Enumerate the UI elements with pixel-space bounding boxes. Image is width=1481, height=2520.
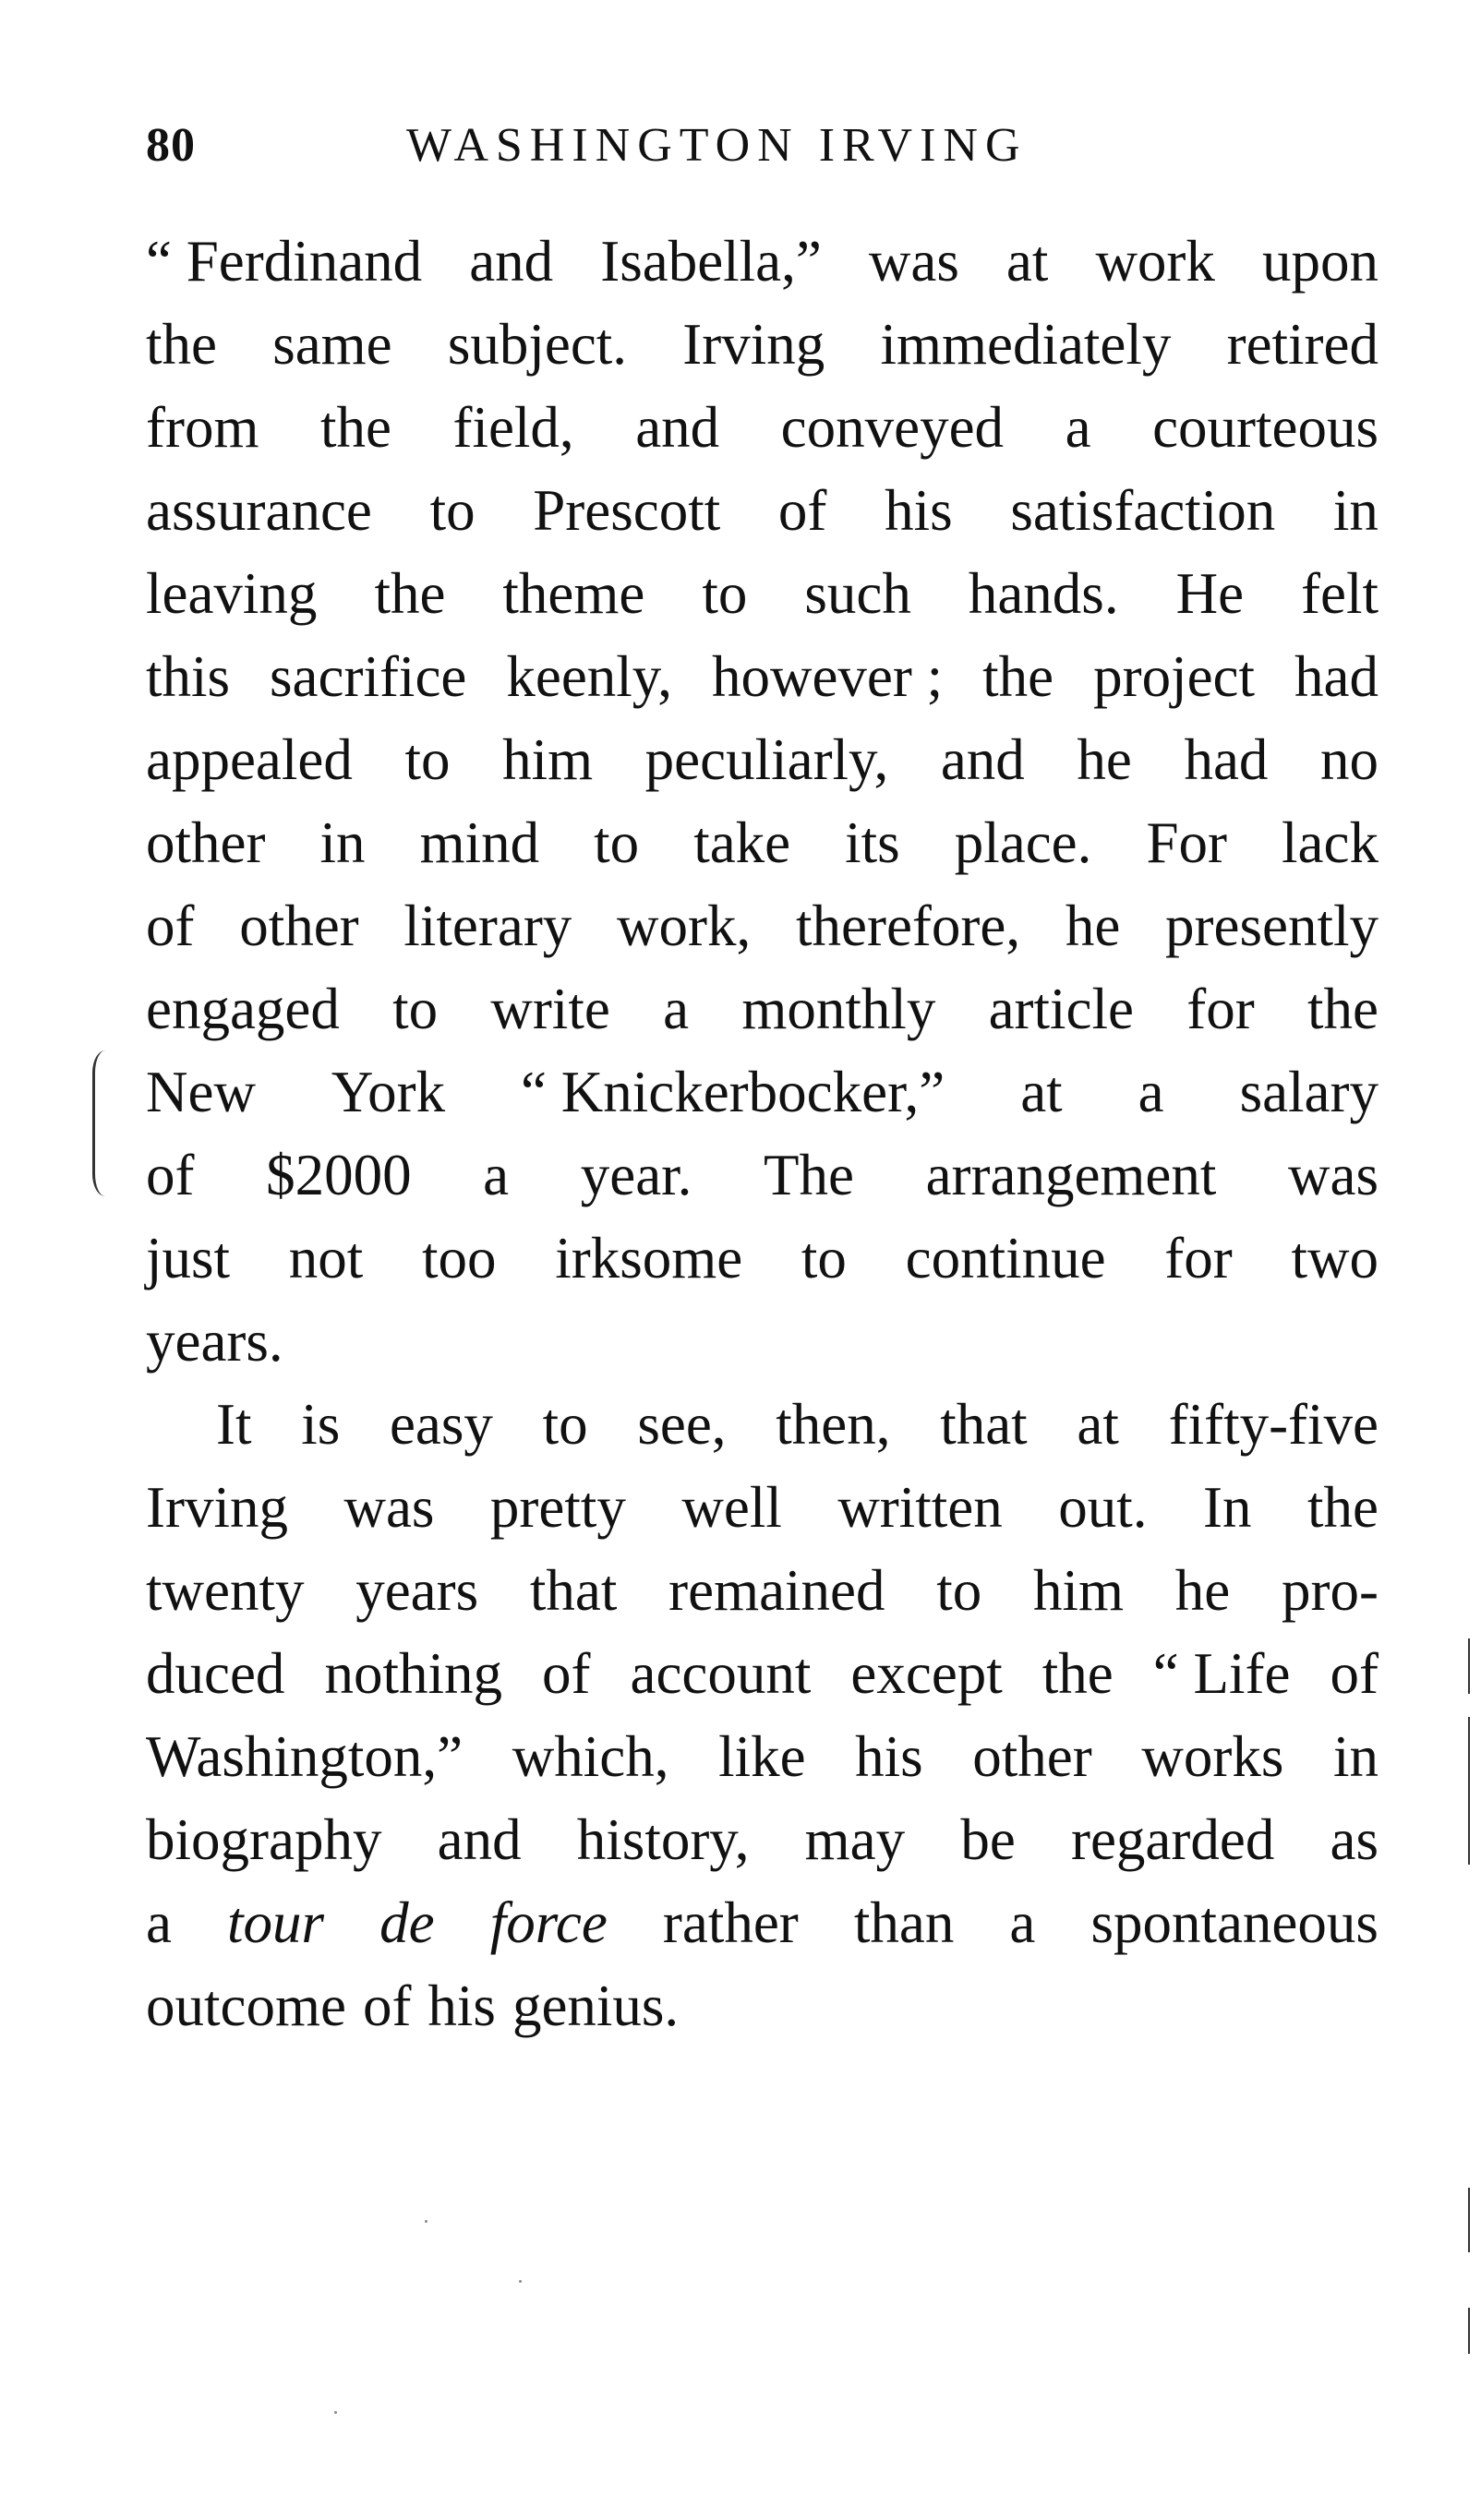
word: this	[146, 644, 231, 709]
word: continue	[905, 1226, 1106, 1290]
text-line	[146, 1050, 1379, 1134]
body-text	[146, 220, 1379, 2047]
word: of	[362, 1974, 412, 2038]
word: the	[1306, 977, 1379, 1041]
word: Irving	[682, 312, 825, 377]
word: which,	[512, 1724, 669, 1789]
word: field,	[452, 395, 574, 460]
word: peculiarly,	[644, 727, 889, 792]
word: to	[801, 1226, 847, 1290]
word: at	[1077, 1392, 1119, 1457]
word: remained	[668, 1558, 885, 1623]
word: he	[1077, 727, 1132, 792]
word: pretty	[489, 1475, 626, 1540]
word: for	[1186, 977, 1255, 1041]
word: may	[804, 1807, 906, 1872]
text-line	[146, 1383, 1379, 1466]
word: its	[845, 810, 900, 875]
word: in	[1332, 1724, 1379, 1789]
word: and	[940, 727, 1025, 792]
word: works	[1141, 1724, 1284, 1789]
word: was	[1287, 1143, 1379, 1207]
word: easy	[389, 1392, 493, 1457]
word: appealed	[146, 727, 353, 792]
word: him	[502, 727, 594, 792]
word: keenly,	[506, 644, 672, 709]
word: It	[216, 1392, 252, 1457]
text-line	[146, 718, 1379, 801]
word: Isabella,”	[600, 229, 822, 294]
margin-bracket-mark	[92, 1050, 110, 1196]
word: article	[988, 977, 1134, 1041]
word: the	[982, 644, 1054, 709]
word: to	[404, 727, 451, 792]
text-line	[146, 1300, 1379, 1383]
paper-speck	[425, 2220, 427, 2223]
word: in	[319, 810, 366, 875]
edge-scan-mark	[1468, 1717, 1470, 1865]
text-line	[146, 552, 1379, 635]
italic-word: tour	[227, 1890, 325, 1955]
running-title: WASHINGTON IRVING	[406, 119, 1028, 172]
text-line	[146, 1964, 1379, 2047]
word: that	[529, 1558, 618, 1623]
word: of	[541, 1641, 591, 1706]
word: was	[868, 229, 959, 294]
word: that	[940, 1392, 1028, 1457]
word: sacrifice	[270, 644, 467, 709]
word: such	[804, 561, 911, 626]
word: a	[483, 1143, 510, 1207]
paper-speck	[519, 2280, 522, 2283]
word: $2000	[266, 1143, 412, 1207]
word: hands.	[968, 561, 1119, 626]
word: then,	[776, 1392, 891, 1457]
edge-scan-mark	[1468, 2308, 1470, 2354]
word: the	[374, 561, 446, 626]
word: year.	[580, 1143, 692, 1207]
word: satisfaction	[1010, 478, 1276, 543]
italic-word: de	[379, 1890, 435, 1955]
word: too	[421, 1226, 497, 1290]
word: courteous	[1152, 395, 1379, 460]
word: pro-	[1282, 1558, 1379, 1623]
word: theme	[502, 561, 645, 626]
word: no	[1320, 727, 1379, 792]
word: to	[936, 1558, 982, 1623]
word: The	[764, 1143, 854, 1207]
text-line	[146, 1466, 1379, 1549]
word: place.	[954, 810, 1092, 875]
word: “ Life	[1152, 1641, 1291, 1706]
word: presently	[1165, 894, 1379, 958]
word: out.	[1058, 1475, 1148, 1540]
word: engaged	[146, 977, 340, 1041]
word: lack	[1282, 810, 1379, 875]
word: is	[301, 1392, 341, 1457]
word: his	[885, 478, 953, 543]
word: for	[1164, 1226, 1233, 1290]
word: at	[1020, 1060, 1063, 1124]
text-line	[146, 635, 1379, 718]
word: except	[850, 1641, 1003, 1706]
word: however ;	[711, 644, 944, 709]
word: as	[1330, 1807, 1379, 1872]
word: work	[1095, 229, 1215, 294]
text-line	[146, 469, 1379, 552]
paper-speck	[334, 2411, 337, 2414]
word: a	[1138, 1060, 1164, 1124]
word: he	[1065, 894, 1121, 958]
text-line	[146, 1632, 1379, 1715]
italic-word: force	[489, 1890, 608, 1955]
word: outcome	[146, 1974, 346, 2038]
text-line	[146, 967, 1379, 1050]
word: take	[693, 810, 791, 875]
word: and	[437, 1807, 522, 1872]
word: had	[1184, 727, 1269, 792]
text-line	[146, 1798, 1379, 1881]
word: his	[855, 1724, 923, 1789]
word: to	[702, 561, 748, 626]
word: irksome	[555, 1226, 743, 1290]
word: than	[853, 1890, 955, 1955]
word: York	[331, 1060, 446, 1124]
word: salary	[1239, 1060, 1379, 1124]
word: same	[272, 312, 392, 377]
word: assurance	[146, 478, 372, 543]
running-head	[146, 118, 1379, 183]
word: project	[1093, 644, 1256, 709]
word: to	[594, 810, 640, 875]
word: to	[392, 977, 439, 1041]
word: at	[1005, 229, 1049, 294]
word: the	[1306, 1475, 1379, 1540]
word: twenty	[146, 1558, 305, 1623]
word: fifty-five	[1168, 1392, 1379, 1457]
word: He	[1175, 561, 1245, 626]
word: duced	[146, 1641, 285, 1706]
word: like	[718, 1724, 806, 1789]
word: a	[663, 977, 690, 1041]
word: Prescott	[533, 478, 721, 543]
word: be	[960, 1807, 1016, 1872]
word: other	[239, 894, 359, 958]
text-line	[146, 1217, 1379, 1300]
word: the	[146, 312, 217, 377]
text-line	[146, 386, 1379, 469]
word: a	[1009, 1890, 1036, 1955]
word: nothing	[324, 1641, 502, 1706]
word: of	[1330, 1641, 1379, 1706]
word: “ Ferdinand	[146, 229, 423, 294]
edge-scan-mark	[1468, 2188, 1470, 2252]
word: just	[146, 1226, 231, 1290]
word: biography	[146, 1807, 382, 1872]
word: rather	[662, 1890, 799, 1955]
word: written	[837, 1475, 1003, 1540]
text-line	[146, 1881, 1379, 1964]
word: had	[1294, 644, 1379, 709]
word: not	[288, 1226, 364, 1290]
word: therefore,	[796, 894, 1021, 958]
word: and	[469, 229, 554, 294]
word: work,	[617, 894, 752, 958]
word: felt	[1301, 561, 1379, 626]
word: in	[1332, 478, 1379, 543]
word: from	[146, 395, 259, 460]
word: two	[1291, 1226, 1379, 1290]
word: he	[1174, 1558, 1231, 1623]
word: leaving	[146, 561, 318, 626]
word: retired	[1226, 312, 1379, 377]
text-line	[146, 1134, 1379, 1217]
text-line	[146, 303, 1379, 386]
word: a	[146, 1890, 172, 1955]
word: other	[146, 810, 266, 875]
word: to	[542, 1392, 588, 1457]
page-number: 80	[146, 119, 196, 172]
word: account	[630, 1641, 812, 1706]
text-line	[146, 801, 1379, 884]
word: immediately	[880, 312, 1172, 377]
word: upon	[1261, 229, 1379, 294]
word: mind	[419, 810, 540, 875]
word: write	[490, 977, 610, 1041]
word: arrangement	[925, 1143, 1217, 1207]
word: Irving	[146, 1475, 288, 1540]
word: conveyed	[780, 395, 1005, 460]
word: of	[777, 478, 827, 543]
word: history,	[576, 1807, 750, 1872]
word: see,	[637, 1392, 727, 1457]
edge-scan-mark	[1468, 1638, 1470, 1694]
word: him	[1033, 1558, 1125, 1623]
word: regarded	[1070, 1807, 1275, 1872]
word: years	[355, 1558, 479, 1623]
text-line	[146, 884, 1379, 967]
word: spontaneous	[1090, 1890, 1379, 1955]
word: well	[681, 1475, 782, 1540]
word: “ Knickerbocker,”	[521, 1060, 945, 1124]
word: New	[146, 1060, 256, 1124]
word: to	[429, 478, 476, 543]
word: Washington,”	[146, 1724, 464, 1789]
word: subject.	[447, 312, 628, 377]
text-line	[146, 220, 1379, 303]
text-line	[146, 1549, 1379, 1632]
word: a	[1065, 395, 1091, 460]
word: the	[319, 395, 391, 460]
text-line	[146, 1715, 1379, 1798]
word: monthly	[741, 977, 936, 1041]
word: of	[146, 1143, 195, 1207]
word: was	[343, 1475, 435, 1540]
word: his	[427, 1974, 496, 2038]
word: the	[1042, 1641, 1114, 1706]
word: genius.	[512, 1974, 680, 2038]
word: and	[635, 395, 720, 460]
word: of	[146, 894, 195, 958]
word: For	[1146, 810, 1227, 875]
word: literary	[403, 894, 572, 958]
word: In	[1203, 1475, 1252, 1540]
word: years.	[146, 1309, 283, 1374]
word: other	[972, 1724, 1092, 1789]
